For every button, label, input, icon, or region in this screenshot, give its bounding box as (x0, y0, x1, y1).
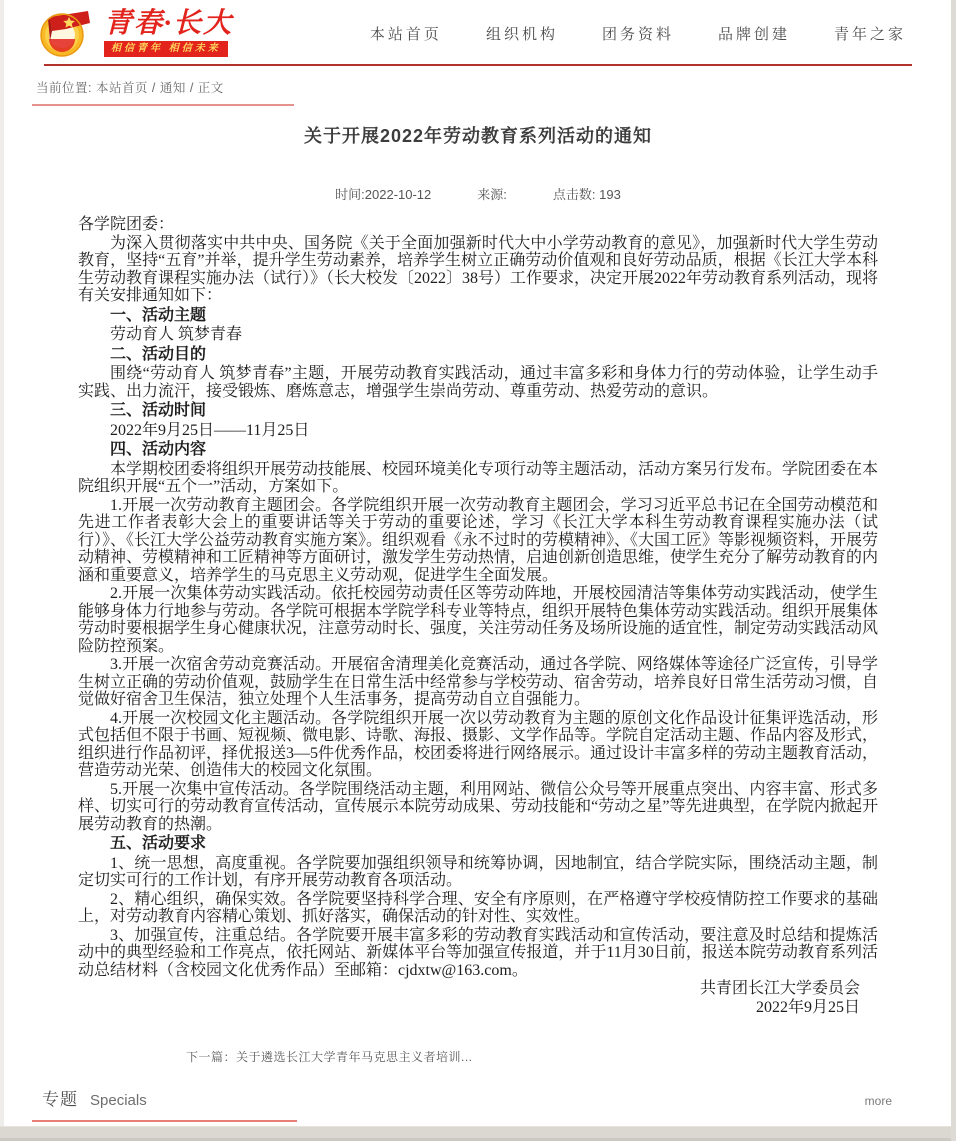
article-paragraph: 四、活动内容 (110, 441, 207, 458)
site-logo[interactable] (36, 7, 233, 59)
article-meta-time: 时间:2022-10-12 (335, 187, 432, 202)
youth-league-emblem-icon (36, 7, 94, 59)
specials-section (0, 1085, 956, 1110)
article-paragraph: 2022年9月25日 (755, 998, 860, 1016)
article-body (78, 216, 878, 1016)
article-meta-source: 来源: (477, 187, 507, 202)
next-article-link[interactable]: 下一篇：关于遴选长江大学青年马克思主义者培训... (186, 1050, 473, 1064)
specials-more-link[interactable]: more (864, 1094, 892, 1108)
article-paragraph: 各学院团委： (78, 216, 175, 233)
article-meta-hits: 点击数: 193 (552, 187, 621, 202)
breadcrumb-underline (32, 104, 294, 106)
breadcrumb[interactable]: 当前位置: 本站首页 / 通知 / 正文 (36, 81, 224, 95)
specials-underline (32, 1120, 297, 1122)
site-header (0, 0, 956, 64)
article-paragraph: 劳动育人 筑梦青春 (110, 326, 243, 343)
article-paragraph: 1.开展一次劳动教育主题团会。各学院组织开展一次劳动教育主题团会，学习习近平总书记在全国劳动模范和先进工作者表彰大会上的重要讲话等关于劳动的重要论述，学习《长江大学本科生劳动教育课程实施办法（试行）》、《长江大学公益劳动教育实施方案》。组织观看《永不过时的劳模精神》、《大国工匠》等影视频资料，开展劳动精神、劳模精神和工匠精神等方面研讨，激发学生劳动热情，启迪创新创造思维，使学生充分了解劳动教育的内涵和重要意义，培养学生的马克思主义劳动观，促进学生全面发展。 (78, 496, 879, 584)
specials-title-en: Specials (90, 1092, 147, 1109)
article-paragraph: 一、活动主题 (110, 306, 207, 324)
nav-item-brand-building[interactable]: 品牌创建 (717, 25, 790, 43)
article-paragraph: 1、统一思想，高度重视。各学院要加强组织领导和统筹协调，因地制宜，结合学院实际，围绕活动主题，制定切实可行的工作计划，有序开展劳动教育各项活动。 (78, 854, 878, 889)
logo-slogan: 相信青年 相信未来 (104, 41, 228, 57)
logo-title: 青春·长大 (104, 7, 234, 39)
article-paragraph: 围绕“劳动育人 筑梦青春”主题，开展劳动教育实践活动，通过丰富多彩和身体力行的劳动体验，让学生动手实践、出力流汗，接受锻炼、磨炼意志，增强学生崇尚劳动、尊重劳动、热爱劳动的意识。 (78, 365, 878, 400)
logo-text (104, 7, 234, 57)
article-paragraph: 4.开展一次校园文化主题活动。各学院组织开展一次以劳动教育为主题的原创文化作品设计征集评选活动，形式包括但不限于书画、短视频、微电影、诗歌、海报、摄影、文学作品等。学院自定活动主题、作品内容及形式，组织进行作品初评，择优报送3—5件优秀作品，校团委将进行网络展示。通过设计丰富多样的劳动主题教育活动，营造劳动光荣、创造伟大的校园文化氛围。 (78, 709, 879, 779)
nav-item-youth-home[interactable]: 青年之家 (833, 25, 906, 43)
article-paragraph: 五、活动要求 (110, 835, 207, 852)
article-title: 关于开展2022年劳动教育系列活动的通知 (303, 126, 653, 146)
breadcrumb-row (0, 66, 956, 106)
article-paragraph: 二、活动目的 (110, 345, 207, 363)
nav-item-organization[interactable]: 组织机构 (485, 25, 558, 43)
article-meta (78, 184, 878, 203)
article-paragraph: 共青团长江大学委员会 (699, 980, 860, 997)
article-paragraph: 2.开展一次集体劳动实践活动。依托校园劳动责任区等劳动阵地，开展校园清洁等集体劳动实践活动，使学生能够身体力行地参与劳动。各学院可根据本学院学科专业等特点，组织开展特色集体劳动实践活动。组织开展集体劳动时要根据学生身心健康状况，注意劳动时长、强度，关注劳动任务及场所设施的适宜性，制定劳动实践活动风险防控预案。 (78, 585, 879, 655)
article-paragraph: 3.开展一次宿舍劳动竞赛活动。开展宿舍清理美化竞赛活动，通过各学院、网络媒体等途径广泛宣传，引导学生树立正确的劳动价值观，鼓励学生在日常生活中经常参与学校劳动、宿舍劳动，培养良好日常生活劳动习惯，自觉做好宿舍卫生保洁，独立处理个人生活事务，提高劳动自立自强能力。 (78, 656, 879, 708)
main-nav (370, 23, 906, 44)
article-paragraph: 为深入贯彻落实中共中央、国务院《关于全面加强新时代大中小学劳动教育的意见》，加强新时代大学生劳动教育，坚持“五育”并举，提升学生劳动素养，培养学生树立正确劳动价值观和良好劳动品质，根据《长江大学本科生劳动教育课程实施办法（试行）》（长大校发〔2022〕38号）工作要求，决定开展2022年劳动教育系列活动，现将有关安排通知如下： (78, 234, 879, 304)
article-paragraph: 3、加强宣传，注重总结。各学院要开展丰富多彩的劳动教育实践活动和宣传活动，要注意及时总结和提炼活动中的典型经验和工作亮点，依托网站、新媒体平台等加强宣传报道，并于11月30日前，报送本院劳动教育系列活动总结材料（含校园文化优秀作品）至邮箱：cjdxtw@163.com。 (78, 926, 878, 979)
article-paragraph: 本学期校团委将组织开展劳动技能展、校园环境美化专项行动等主题活动，活动方案另行发布。学院团委在本院组织开展“五个一”活动，方案如下。 (78, 460, 879, 495)
nav-item-home[interactable]: 本站首页 (369, 25, 442, 43)
scrollbar[interactable] (951, 0, 956, 1141)
article-paragraph: 5.开展一次集中宣传活动。各学院围绕活动主题，利用网站、微信公众号等开展重点突出、内容丰富、形式多样、切实可行的劳动教育宣传活动，宣传展示本院劳动成果、劳动技能和“劳动之星”等先进典型，在学院内掀起开展劳动教育的热潮。 (78, 780, 878, 833)
article-paragraph: 三、活动时间 (110, 402, 207, 419)
page-left-edge (0, 0, 4, 1141)
nav-item-league-materials[interactable]: 团务资料 (601, 25, 674, 43)
article (78, 122, 878, 1065)
article-paragraph: 2、精心组织，确保实效。各学院要坚持科学合理、安全有序原则，在严格遵守学校疫情防控工作要求的基础上，对劳动教育内容精心策划、抓好落实，确保活动的针对性、实效性。 (78, 890, 878, 925)
bottom-bar (0, 1126, 956, 1141)
specials-tab[interactable] (42, 1085, 147, 1110)
specials-title-zh: 专题 (42, 1090, 78, 1109)
article-paragraph: 2022年9月25日——11月25日 (110, 421, 310, 439)
